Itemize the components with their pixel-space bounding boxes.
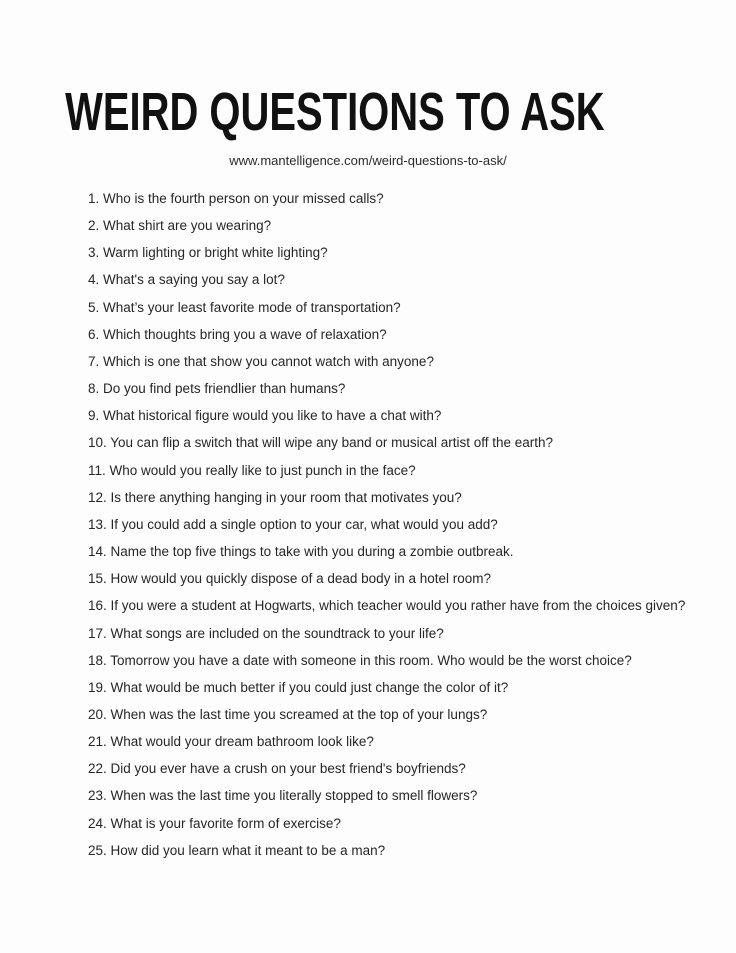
question-item-16: 16. If you were a student at Hogwarts, which teacher would you rather have from the choices given? [88, 598, 686, 614]
question-list [0, 185, 736, 864]
question-item-15: 15. How would you quickly dispose of a dead body in a hotel room? [88, 571, 491, 587]
question-item-24: 24. What is your favorite form of exercise? [88, 815, 341, 831]
question-item-19: 19. What would be much better if you could just change the color of it? [88, 679, 509, 695]
question-item-6: 6. Which thoughts bring you a wave of relaxation? [88, 326, 387, 342]
question-item-3: 3. Warm lighting or bright white lighting? [88, 245, 328, 261]
question-item-13: 13. If you could add a single option to your car, what would you add? [88, 516, 498, 532]
source-url: www.mantelligence.com/weird-questions-to-ask/ [229, 153, 507, 168]
question-item-17: 17. What songs are included on the soundtrack to your life? [88, 625, 444, 641]
question-item-23: 23. When was the last time you literally stopped to smell flowers? [88, 788, 478, 804]
question-item-18: 18. Tomorrow you have a date with someone in this room. Who would be the worst choice? [88, 652, 632, 668]
question-item-12: 12. Is there anything hanging in your room that motivates you? [88, 489, 462, 505]
question-item-20: 20. When was the last time you screamed at the top of your lungs? [88, 706, 488, 722]
question-item-1: 1. Who is the fourth person on your missed calls? [88, 191, 384, 206]
question-item-8: 8. Do you find pets friendlier than humans? [88, 381, 346, 397]
question-item-7: 7. Which is one that show you cannot watch with anyone? [88, 353, 434, 369]
question-item-4: 4. What's a saying you say a lot? [88, 272, 285, 288]
page-title: WEIRD QUESTIONS TO ASK [65, 82, 605, 142]
question-item-14: 14. Name the top five things to take with you during a zombie outbreak. [88, 544, 514, 560]
question-item-5: 5. What’s your least favorite mode of transportation? [88, 299, 401, 315]
question-item-21: 21. What would your dream bathroom look like? [88, 734, 374, 750]
question-item-9: 9. What historical figure would you like to have a chat with? [88, 408, 442, 424]
question-item-11: 11. Who would you really like to just punch in the face? [88, 462, 416, 478]
question-item-10: 10. You can flip a switch that will wipe any band or musical artist off the earth? [88, 435, 554, 451]
question-item-2: 2. What shirt are you wearing? [88, 218, 272, 234]
question-item-25: 25. How did you learn what it meant to be a man? [88, 842, 386, 858]
question-item-22: 22. Did you ever have a crush on your best friend's boyfriends? [88, 761, 466, 777]
